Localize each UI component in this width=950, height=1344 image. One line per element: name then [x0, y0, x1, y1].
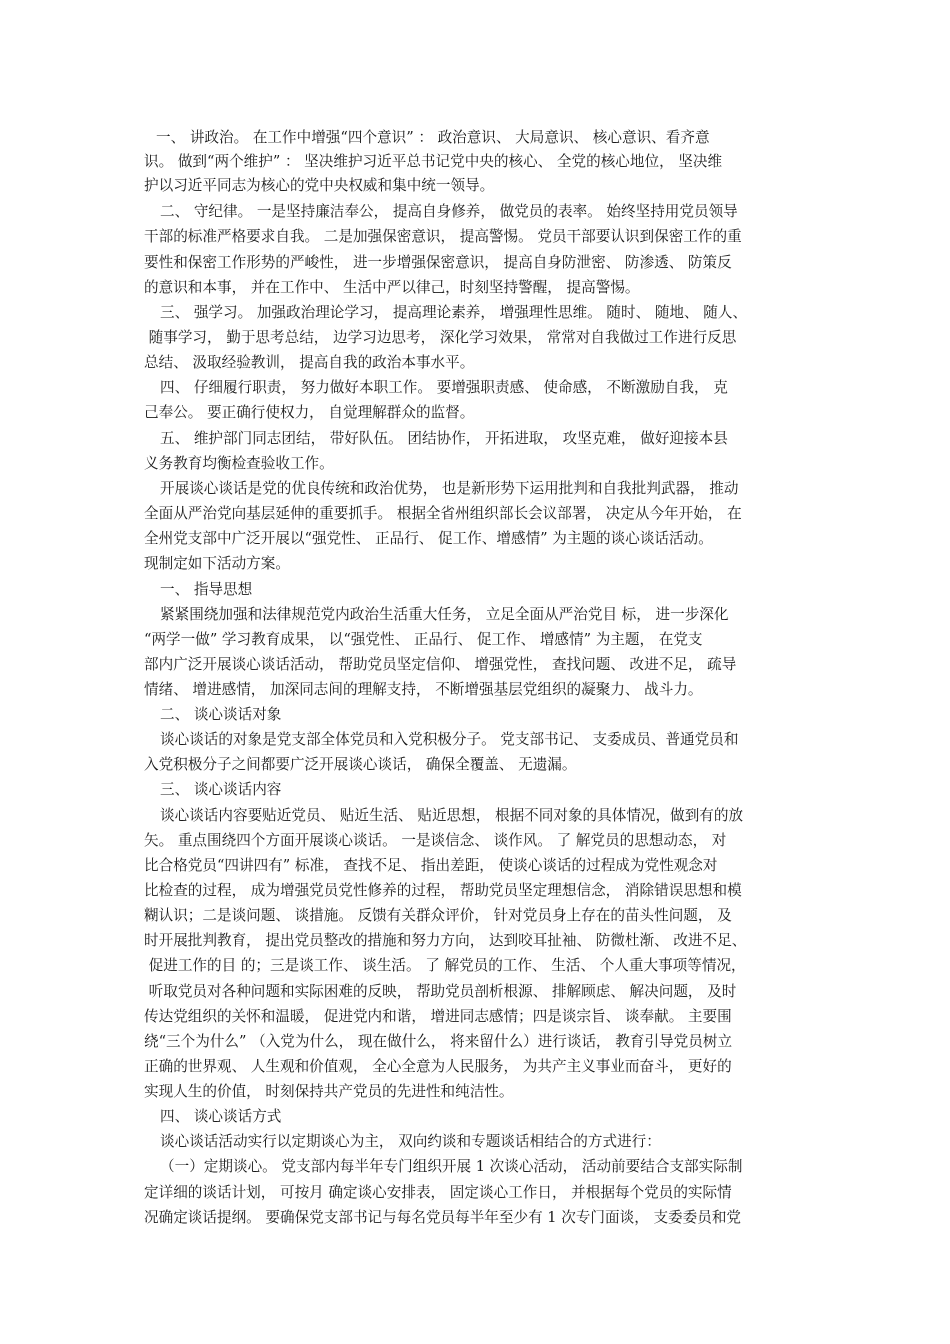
text-line: 干部的标准严格要求自我。 二是加强保密意识， 提高警惕。 党员干部要认识到保密工作的重 — [144, 228, 742, 245]
text-line: 比合格党员“四讲四有” 标准， 查找不足、 指出差距， 使谈心谈话的过程成为党性观念对 — [144, 857, 718, 874]
text-line: 开展谈心谈话是党的优良传统和政治优势， 也是新形势下运用批判和自我批判武器， 推动 — [160, 480, 739, 497]
text-line: 传达党组织的关怀和温暖， 促进党内和谐， 增进同志感情；四是谈宗旨、 谈奉献。 主要围 — [144, 1008, 732, 1025]
text-line: 义务教育均衡检查验收工作。 — [144, 455, 334, 472]
text-line: 总结、 汲取经验教训， 提高自我的政治本事水平。 — [144, 354, 475, 371]
section-heading: 二、 谈心谈话对象 — [160, 706, 282, 723]
text-line: 促进工作的目 的；三是谈工作、 谈生活。 了 解党员的工作、 生活、 个人重大事项等情况， — [144, 957, 746, 974]
text-line: 正确的世界观、 人生观和价值观， 全心全意为人民服务， 为共产主义事业而奋斗， 更好的 — [144, 1058, 732, 1075]
text-line: 紧紧围绕加强和法律规范党内政治生活重大任务， 立足全面从严治党目 标， 进一步深化 — [160, 606, 729, 623]
text-line: （一）定期谈心。 党支部内每半年专门组织开展 1 次谈心活动， 活动前要结合支部实际制 — [160, 1158, 743, 1175]
text-line: 部内广泛开展谈心谈话活动， 帮助党员坚定信仰、 增强党性， 查找问题、 改进不足， 疏导 — [144, 656, 737, 673]
text-line: 实现人生的价值， 时刻保持共产党员的先进性和纯洁性。 — [144, 1083, 514, 1100]
section-heading: 三、 谈心谈话内容 — [160, 781, 282, 798]
text-line: 谈心谈话的对象是党支部全体党员和入党积极分子。 党支部书记、 支委成员、普通党员和 — [160, 731, 739, 748]
text-line: 现制定如下活动方案。 — [144, 555, 290, 572]
text-line: 的意识和本事， 并在工作中、 生活中严以律己，时刻坚持警醒， 提高警惕。 — [144, 279, 640, 296]
text-line: 矢。 重点围绕四个方面开展谈心谈话。 一是谈信念、 谈作风。 了 解党员的思想动态， 对 — [144, 832, 727, 849]
text-line: 谈心谈话内容要贴近党员、 贴近生活、 贴近思想， 根据不同对象的具体情况，做到有的放 — [160, 807, 744, 824]
text-line: 五、 维护部门同志团结， 带好队伍。 团结协作， 开拓进取， 攻坚克难， 做好迎接本县 — [160, 430, 728, 447]
text-line: 情绪、 增进感情， 加深同志间的理解支持， 不断增强基层党组织的凝聚力、 战斗力。 — [144, 681, 703, 698]
text-line: 随事学习， 勤于思考总结， 边学习边思考， 深化学习效果， 常常对自我做过工作进行反思 — [144, 329, 737, 346]
text-line: 一、 讲政治。 在工作中增强“四个意识” ： 政治意识、 大局意识、 核心意识、看齐意 — [156, 129, 710, 146]
text-line: 二、 守纪律。 一是坚持廉洁奉公， 提高自身修养， 做党员的表率。 始终坚持用党员领导 — [160, 203, 738, 220]
text-line: “两学一做” 学习教育成果， 以“强党性、 正品行、 促工作、 增感情” 为主题， 在党支 — [144, 631, 703, 648]
text-line: 糊认识；二是谈问题、 谈措施。 反馈有关群众评价， 针对党员身上存在的苗头性问题， 及 — [144, 907, 732, 924]
section-heading: 四、 谈心谈话方式 — [160, 1108, 282, 1125]
text-line: 时开展批判教育， 提出党员整改的措施和努力方向， 达到咬耳扯袖、 防微杜渐、 改进不足、 — [144, 932, 747, 949]
text-line: 况确定谈话提纲。 要确保党支部书记与每名党员每半年至少有 1 次专门面谈， 支委委员和党 — [144, 1209, 742, 1226]
text-line: 入党积极分子之间都要广泛开展谈心谈话， 确保全覆盖、 无遗漏。 — [144, 756, 577, 773]
text-line: 定详细的谈话计划， 可按月 确定谈心安排表， 固定谈心工作日， 并根据每个党员的实际情 — [144, 1184, 732, 1201]
section-heading: 一、 指导思想 — [160, 581, 253, 598]
text-line: 护以习近平同志为核心的党中央权威和集中统一领导。 — [144, 177, 495, 194]
text-line: 谈心谈话活动实行以定期谈心为主， 双向约谈和专题谈话相结合的方式进行： — [160, 1133, 661, 1150]
text-line: 己奉公。 要正确行使权力， 自觉理解群众的监督。 — [144, 404, 475, 421]
text-line: 全面从严治党向基层延伸的重要抓手。 根据全省州组织部长会议部署， 决定从今年开始， 在 — [144, 505, 742, 522]
text-line: 三、 强学习。 加强政治理论学习， 提高理论素养， 增强理性思维。 随时、 随地、 随人、 — [160, 304, 748, 321]
text-line: 全州党支部中广泛开展以“强党性、 正品行、 促工作、增感情” 为主题的谈心谈话活动。 — [144, 530, 713, 547]
text-line: 听取党员对各种问题和实际困难的反映， 帮助党员剖析根源、 排解顾虑、 解决问题， 及时 — [144, 983, 737, 1000]
text-line: 比检查的过程， 成为增强党员党性修养的过程， 帮助党员坚定理想信念， 消除错误思想和模 — [144, 882, 742, 899]
text-line: 识。 做到“两个维护” ： 坚决维护习近平总书记党中央的核心、 全党的核心地位， 坚决维 — [144, 153, 723, 170]
text-line: 四、 仔细履行职责， 努力做好本职工作。 要增强职责感、 使命感， 不断激励自我， 克 — [160, 379, 728, 396]
text-line: 绕“三个为什么” （入党为什么， 现在做什么， 将来留什么）进行谈话， 教育引导党员树立 — [144, 1033, 733, 1050]
text-line: 要性和保密工作形势的严峻性， 进一步增强保密意识， 提高自身防泄密、 防渗透、 防策反 — [144, 254, 732, 271]
